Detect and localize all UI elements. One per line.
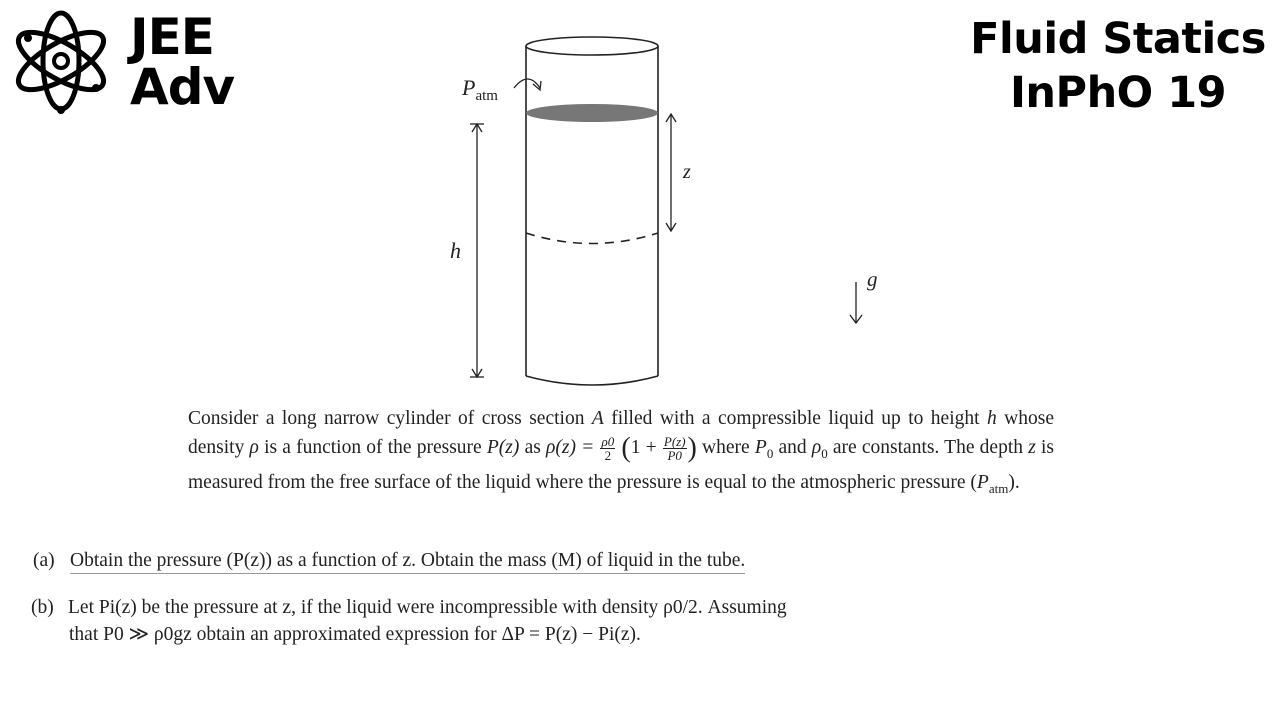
part-b-marker: (b) xyxy=(31,597,54,618)
depth-dashed-line xyxy=(526,233,658,244)
g-label: g xyxy=(867,267,878,291)
density-fraction: $\frac{\rho 0}{2}$ xyxy=(601,434,615,464)
part-b-text-line-2: that P0 ≫ ρ0gz obtain an approximated expression for ΔP = P(z) − Pi(z). xyxy=(69,624,641,645)
h-label: h xyxy=(450,238,461,263)
part-a-marker: (a) xyxy=(33,550,55,571)
brand-line-1: JEE xyxy=(130,8,214,66)
topic-line-1: Fluid Statics xyxy=(970,14,1266,64)
cylinder-bottom xyxy=(526,376,658,385)
cylinder-top-rim xyxy=(526,37,658,55)
pressure-ratio-fraction: $\frac{P(z)}{P0}$ xyxy=(663,434,686,464)
patm-label: $P_{atm}$ xyxy=(462,75,498,104)
z-label: z xyxy=(683,161,691,183)
question-part-a xyxy=(33,547,953,574)
liquid-surface xyxy=(526,104,658,122)
part-b-text-line-1: Let Pi(z) be the pressure at z, if the liquid were incompressible with density ρ0/2. Assuming xyxy=(68,597,787,618)
problem-statement: Consider a long narrow cylinder of cross section A filled with a compressible liquid up to height h whose density ρ is a function of the pressure P(z) as ρ(z) = $\frac{\rho 0}{2}$ (1 + $\frac{P(z)}{P0}$ ) where $P_0$ and $\rho_0$ are constants. The depth z is measured from the free surface of the liquid where the pressure is equal to the atmospheric pressure $(P_{atm})$. xyxy=(188,408,1054,496)
question-part-b xyxy=(31,594,951,648)
part-a-text: Obtain the pressure (P(z)) as a function of z. Obtain the mass (M) of liquid in the tube. xyxy=(70,550,745,574)
brand-line-2: Adv xyxy=(130,58,235,116)
topic-line-2: InPhO 19 xyxy=(1009,68,1227,118)
